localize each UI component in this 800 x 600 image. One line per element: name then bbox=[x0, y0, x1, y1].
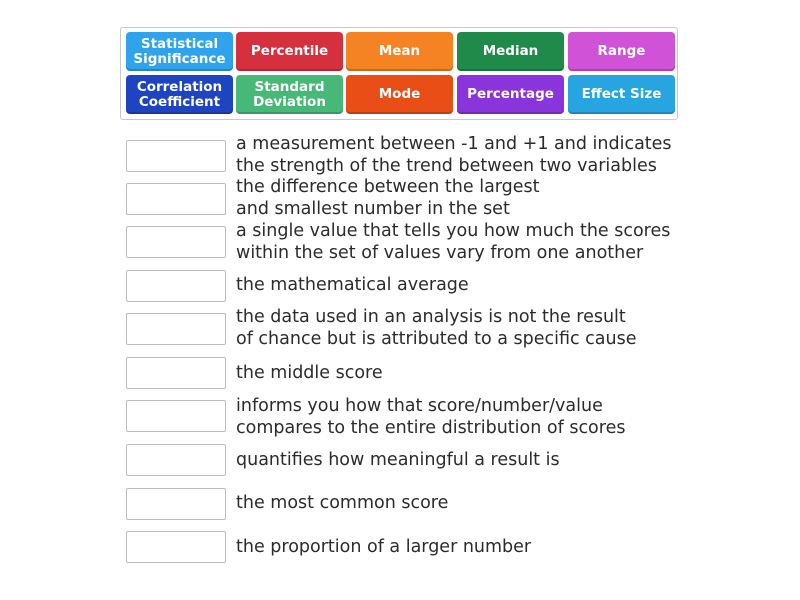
definition-9: the most common score bbox=[236, 493, 449, 513]
tile-percentile[interactable]: Percentile bbox=[236, 32, 343, 71]
drop-slot-8[interactable] bbox=[126, 444, 226, 476]
definition-3: a single value that tells you how much the scores within the set of values vary from one another bbox=[236, 221, 671, 263]
drop-slot-2[interactable] bbox=[126, 183, 226, 215]
tile-range[interactable]: Range bbox=[568, 32, 675, 71]
definition-6: the middle score bbox=[236, 363, 383, 383]
tile-statistical-significance[interactable]: Statistical Significance bbox=[126, 32, 233, 71]
tile-median[interactable]: Median bbox=[457, 32, 564, 71]
drop-slot-1[interactable] bbox=[126, 140, 226, 172]
tile-effect-size[interactable]: Effect Size bbox=[568, 75, 675, 114]
drop-slot-5[interactable] bbox=[126, 313, 226, 345]
drop-slot-3[interactable] bbox=[126, 226, 226, 258]
drop-slot-10[interactable] bbox=[126, 531, 226, 563]
definition-4: the mathematical average bbox=[236, 275, 469, 295]
definition-10: the proportion of a larger number bbox=[236, 537, 532, 557]
drop-slot-4[interactable] bbox=[126, 270, 226, 302]
tile-correlation-coefficient[interactable]: Correlation Coefficient bbox=[126, 75, 233, 114]
drop-slot-7[interactable] bbox=[126, 400, 226, 432]
tile-mode[interactable]: Mode bbox=[346, 75, 453, 114]
definition-7: informs you how that score/number/value compares to the entire distribution of scores bbox=[236, 396, 626, 438]
drop-slot-6[interactable] bbox=[126, 357, 226, 389]
definition-1: a measurement between -1 and +1 and indicates the strength of the trend between two variables bbox=[236, 134, 672, 176]
definition-5: the data used in an analysis is not the result of chance but is attributed to a specific cause bbox=[236, 307, 637, 349]
tile-percentage[interactable]: Percentage bbox=[457, 75, 564, 114]
tile-mean[interactable]: Mean bbox=[346, 32, 453, 71]
definition-8: quantifies how meaningful a result is bbox=[236, 450, 560, 470]
definition-2: the difference between the largest and smallest number in the set bbox=[236, 177, 540, 219]
drop-slot-9[interactable] bbox=[126, 488, 226, 520]
tile-standard-deviation[interactable]: Standard Deviation bbox=[236, 75, 343, 114]
